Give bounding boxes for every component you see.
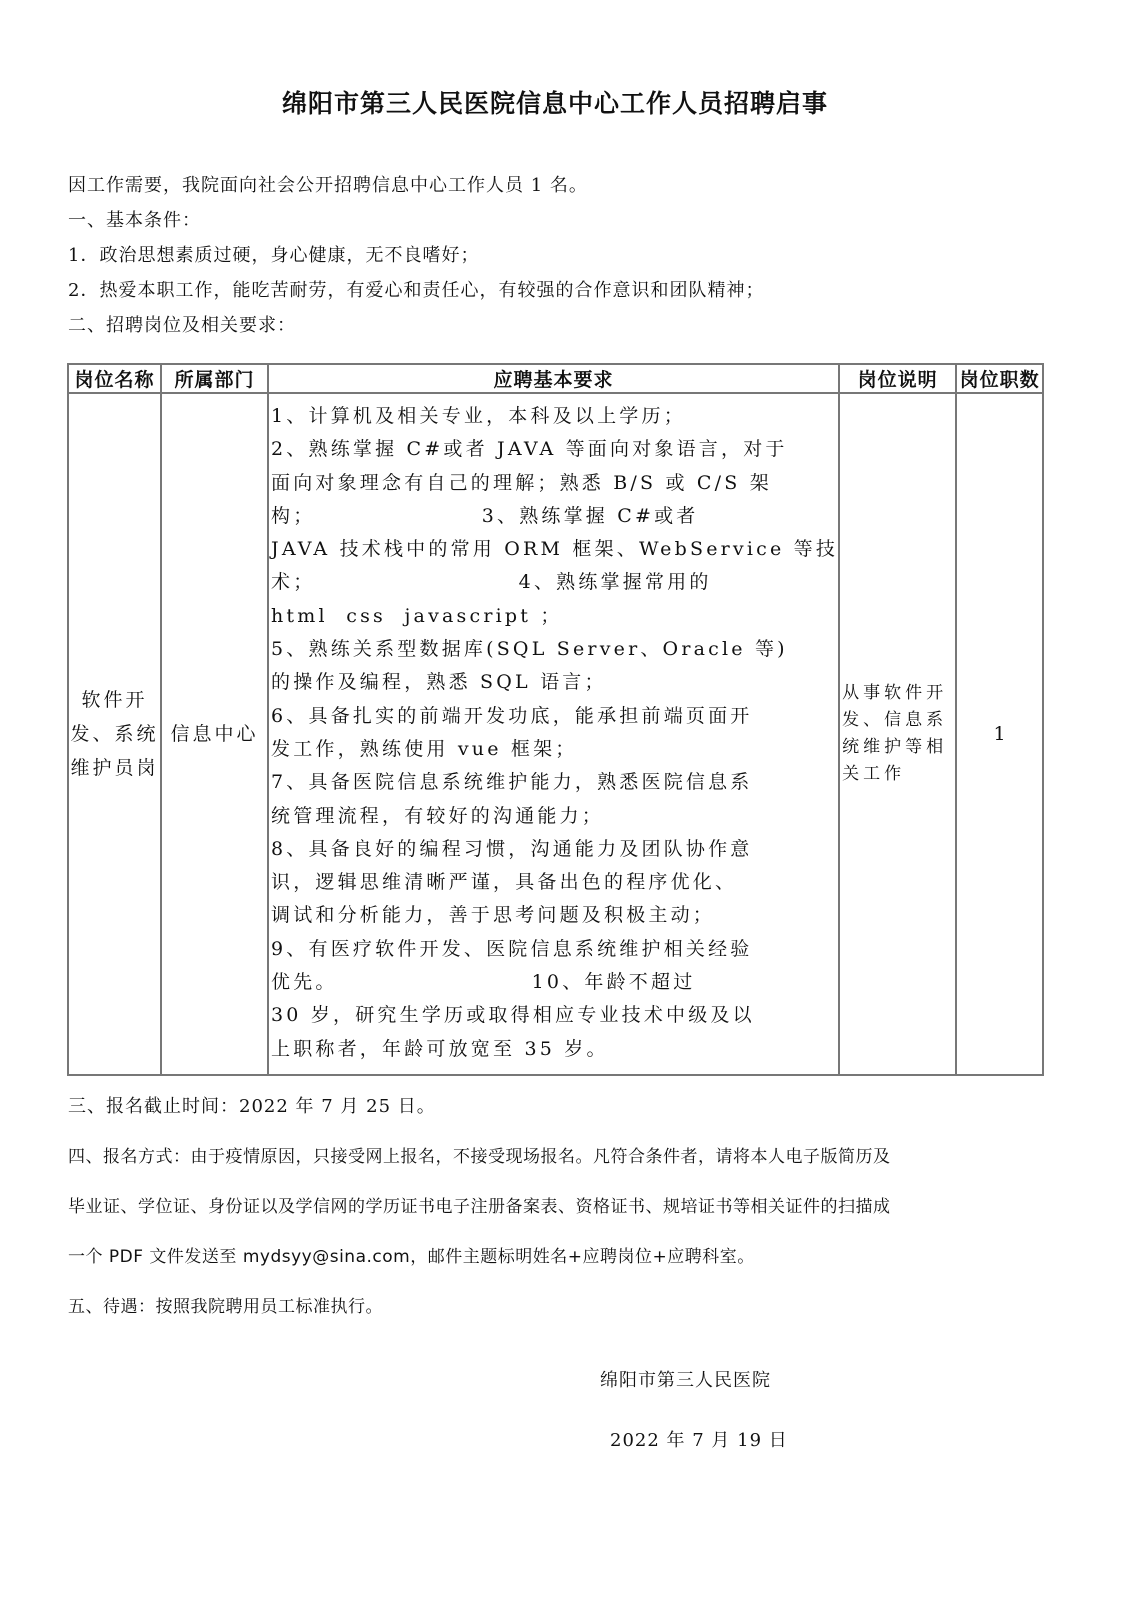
description-line: 发、信息系	[842, 709, 948, 730]
cell-department: 信息中心	[161, 393, 268, 1075]
requirement-line: 统管理流程，有较好的沟通能力；	[271, 804, 605, 827]
table-header-row	[68, 364, 1043, 393]
section1-item: 1．政治思想素质过硬，身心健康，无不良嗜好；	[68, 245, 480, 266]
requirement-line: 7、具备医院信息系统维护能力，熟悉医院信息系	[271, 771, 753, 794]
position-line: 发、系统	[70, 722, 159, 745]
requirement-line: 发工作，熟练使用 vue 框架；	[271, 737, 578, 760]
page-title: 绵阳市第三人民医院信息中心工作人员招聘启事	[281, 89, 828, 118]
requirement-line: JAVA 技术栈中的常用 ORM 框架、WebService 等技	[271, 538, 839, 561]
job-table	[67, 363, 1044, 1076]
requirement-line: 上职称者，年龄可放宽至 35 岁。	[271, 1037, 609, 1060]
table-row	[68, 393, 1043, 1075]
requirement-line: 调试和分析能力，善于思考问题及积极主动；	[271, 904, 716, 927]
section3-deadline: 三、报名截止时间：2022 年 7 月 25 日。	[68, 1096, 436, 1117]
section1-heading: 一、基本条件：	[68, 210, 201, 231]
requirement-line: 构； 3、熟练掌握 C#或者	[271, 504, 699, 527]
requirement-line: 9、有医疗软件开发、医院信息系统维护相关经验	[271, 937, 753, 960]
header-description: 岗位说明	[839, 364, 956, 393]
header-requirements: 应聘基本要求	[268, 364, 839, 393]
section4-line: 一个 PDF 文件发送至 mydsyy@sina.com，邮件主题标明姓名+应聘岗位+应聘科室。	[68, 1247, 755, 1267]
header-department: 所属部门	[161, 364, 268, 393]
section4-line: 四、报名方式：由于疫情原因，只接受网上报名，不接受现场报名。凡符合条件者，请将本人电子版简历及	[68, 1147, 891, 1167]
section4-line: 毕业证、学位证、身份证以及学信网的学历证书电子注册备案表、资格证书、规培证书等相关证件的扫描成	[68, 1197, 891, 1217]
cell-count: 1	[956, 393, 1043, 1075]
description-line: 统维护等相	[842, 736, 948, 757]
requirement-line: 2、熟练掌握 C#或者 JAVA 等面向对象语言，对于	[271, 438, 788, 461]
section1-item: 2．热爱本职工作，能吃苦耐劳，有爱心和责任心，有较强的合作意识和团队精神；	[68, 280, 765, 301]
requirement-line: 面向对象理念有自己的理解；熟悉 B/S 或 C/S 架	[271, 471, 772, 494]
date: 2022 年 7 月 19 日	[610, 1430, 788, 1451]
cell-requirements	[268, 393, 839, 1075]
position-line: 软件开	[81, 688, 148, 711]
requirement-line: 6、具备扎实的前端开发功底，能承担前端页面开	[271, 704, 753, 727]
requirement-line: 1、计算机及相关专业，本科及以上学历；	[271, 405, 686, 427]
position-line: 维护员岗	[70, 756, 159, 779]
requirement-line: 识，逻辑思维清晰严谨，具备出色的程序优化、	[271, 871, 738, 894]
section2-heading: 二、招聘岗位及相关要求：	[68, 315, 296, 336]
cell-position	[68, 393, 161, 1075]
section5-benefits: 五、待遇：按照我院聘用员工标准执行。	[68, 1297, 383, 1317]
cell-description	[839, 393, 956, 1075]
requirement-line: html css javascript ；	[271, 604, 563, 627]
requirement-line: 30 岁，研究生学历或取得相应专业技术中级及以	[271, 1004, 755, 1027]
requirement-line: 的操作及编程，熟悉 SQL 语言；	[271, 671, 607, 694]
description-line: 关工作	[842, 763, 906, 784]
header-count: 岗位职数	[956, 364, 1043, 393]
requirement-line: 5、熟练关系型数据库(SQL Server、Oracle 等)	[271, 638, 788, 661]
requirement-line: 术； 4、熟练掌握常用的	[271, 571, 712, 594]
requirement-line: 8、具备良好的编程习惯，沟通能力及团队协作意	[271, 837, 753, 860]
intro-text: 因工作需要，我院面向社会公开招聘信息中心工作人员 1 名。	[68, 175, 588, 196]
header-position: 岗位名称	[68, 364, 161, 393]
requirement-line: 优先。 10、年龄不超过	[271, 971, 696, 994]
signature: 绵阳市第三人民医院	[600, 1370, 771, 1391]
description-line: 从事软件开	[842, 682, 948, 703]
